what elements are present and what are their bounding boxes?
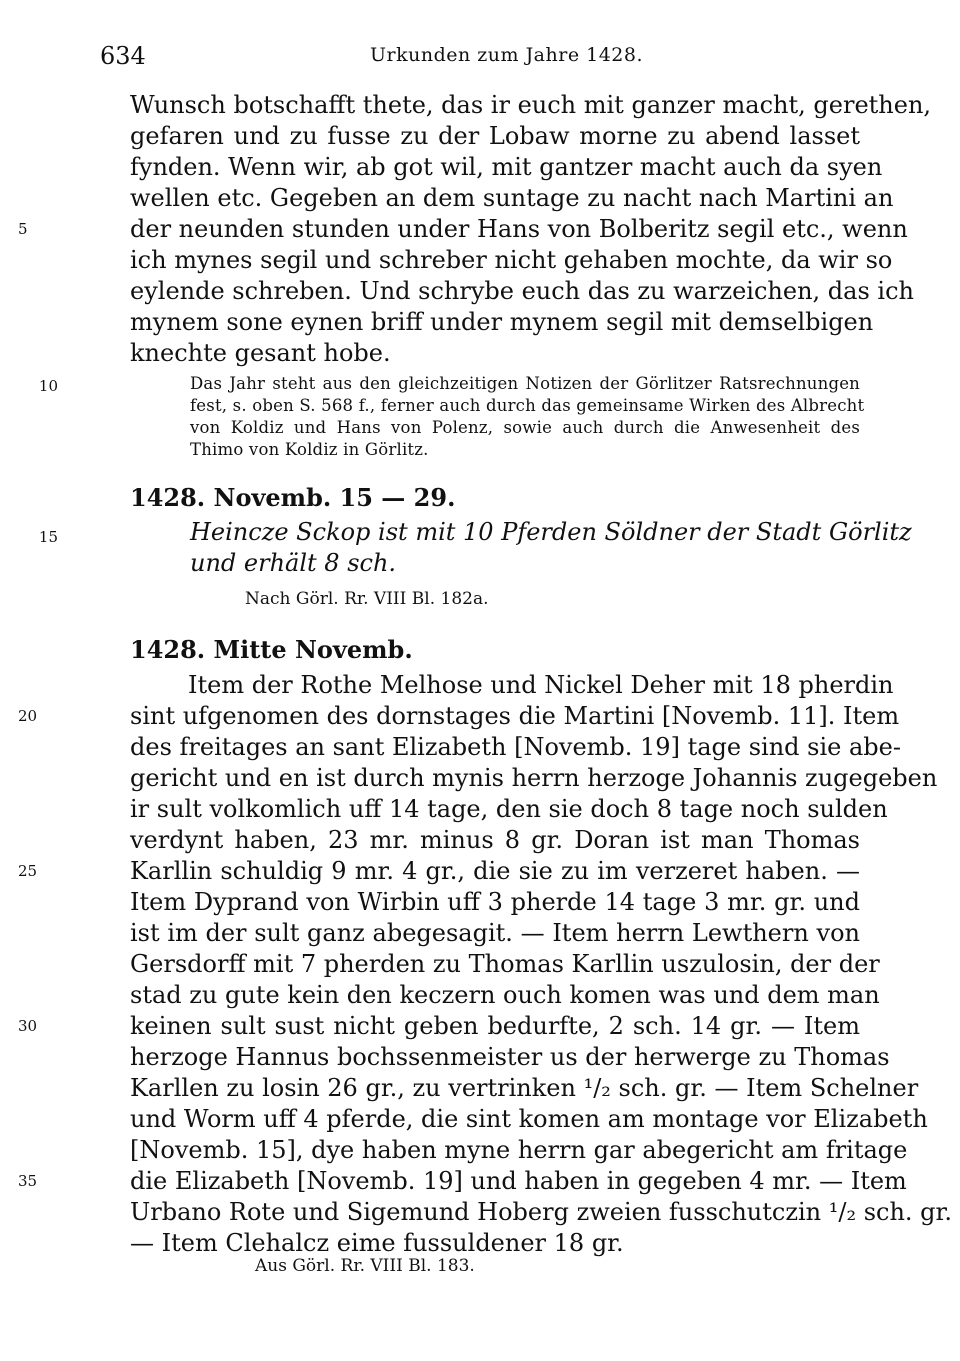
text-line: herzoge Hannus bochssenmeister us der herwerge zu Thomas: [130, 1043, 890, 1071]
page-header: [100, 42, 860, 72]
text-line: Gersdorff mit 7 pherden zu Thomas Karllin uszulosin, der der: [130, 950, 880, 978]
text-line: [Novemb. 15], dye haben myne herrn gar abegericht am fritage: [130, 1136, 908, 1164]
text-line: Item Dyprand von Wirbin uff 3 pherde 14 tage 3 mr. gr. und: [130, 888, 860, 916]
line-number: 25: [18, 862, 38, 880]
text-line: [18, 856, 860, 887]
entry-1-summary: [190, 517, 912, 579]
note-line: von Koldiz und Hans von Polenz, sowie auch durch die Anwesenheit des: [190, 418, 860, 437]
line-number: 30: [18, 1017, 38, 1035]
text-line: gericht und en ist durch mynis herrn herzoge Johannis zugegeben: [130, 764, 938, 792]
text-line: stad zu gute kein den keczern ouch komen was und dem man: [130, 981, 880, 1009]
line-number: 35: [18, 1172, 38, 1190]
entry-1: [130, 482, 860, 514]
text-line: [18, 1166, 907, 1197]
text-line: fynden. Wenn wir, ab got wil, mit gantzer macht auch da syen: [130, 153, 883, 181]
text-line: [18, 1011, 860, 1042]
summary-line: Heincze Sckop ist mit 10 Pferden Söldner der Stadt Görlitz: [190, 518, 912, 546]
note-line: fest, s. oben S. 568 f., ferner auch durch das gemeinsame Wirken des Albrecht: [190, 396, 865, 415]
page-number: 634: [100, 42, 146, 70]
text-line: Urbano Rote und Sigemund Hoberg zweien fusschutczin ¹/₂ sch. gr.: [130, 1198, 952, 1226]
text-line: Wunsch botschafft thete, das ir euch mit ganzer macht, gerethen,: [130, 91, 932, 119]
text-line: verdynt haben, 23 mr. minus 8 gr. Doran ist man Thomas: [130, 826, 860, 854]
editorial-note: [190, 373, 865, 461]
text-line-content: die Elizabeth [Novemb. 19] und haben in gegeben 4 mr. — Item: [130, 1167, 907, 1195]
summary-line: und erhält 8 sch.: [190, 549, 397, 577]
entry-2-source: Aus Görl. Rr. VIII Bl. 183.: [255, 1256, 475, 1276]
running-title: Urkunden zum Jahre 1428.: [370, 44, 644, 66]
text-line: eylende schreben. Und schrybe euch das zu warzeichen, das ich: [130, 277, 914, 305]
text-line: gefaren und zu fusse zu der Lobaw morne zu abend lasset: [130, 122, 860, 150]
entry-1-source: Nach Görl. Rr. VIII Bl. 182a.: [245, 589, 489, 609]
line-number: 20: [18, 707, 38, 725]
main-text-block: [18, 90, 932, 369]
text-line: [18, 214, 908, 245]
text-line: des freitages an sant Elizabeth [Novemb. 19] tage sind sie abe-: [130, 733, 901, 761]
text-line: wellen etc. Gegeben an dem suntage zu nacht nach Martini an: [130, 184, 894, 212]
text-line: [18, 701, 900, 732]
entry-2-text: [18, 670, 952, 1259]
text-line: Item der Rothe Melhose und Nickel Deher mit 18 pherdin: [188, 671, 894, 699]
text-line-content: sint ufgenomen des dornstages die Martini [Novemb. 11]. Item: [130, 702, 900, 730]
text-line-content: keinen sult sust nicht geben bedurfte, 2 sch. 14 gr. — Item: [130, 1012, 860, 1040]
line-number: 15: [38, 528, 58, 546]
text-line: — Item Clehalcz eime fussuldener 18 gr.: [130, 1229, 624, 1257]
entry-date: 1428. Mitte Novemb.: [130, 635, 413, 664]
text-line: mynem sone eynen briff under mynem segil mit demselbigen: [130, 308, 874, 336]
text-line: ist im der sult ganz abegesagit. — Item herrn Lewthern von: [130, 919, 860, 947]
entry-date: 1428. Novemb. 15 — 29.: [130, 483, 456, 512]
note-line: Thimo von Koldiz in Görlitz.: [190, 440, 429, 459]
text-line: und Worm uff 4 pferde, die sint komen am montage vor Elizabeth: [130, 1105, 928, 1133]
note-line: Das Jahr steht aus den gleichzeitigen Notizen der Görlitzer Ratsrechnungen: [190, 374, 860, 393]
line-number: 5: [18, 220, 28, 238]
line-number: 10: [38, 377, 58, 395]
entry-2: [130, 634, 860, 666]
text-line-content: Karllin schuldig 9 mr. 4 gr., die sie zu im verzeret haben. —: [130, 857, 860, 885]
text-line: knechte gesant hobe.: [130, 339, 391, 367]
text-line: ir sult volkomlich uff 14 tage, den sie doch 8 tage noch sulden: [130, 795, 888, 823]
text-line: Karllen zu losin 26 gr., zu vertrinken ¹/₂ sch. gr. — Item Schelner: [130, 1074, 919, 1102]
text-line-content: der neunden stunden under Hans von Bolberitz segil etc., wenn: [130, 215, 908, 243]
text-line: ich mynes segil und schreber nicht gehaben mochte, da wir so: [130, 246, 893, 274]
